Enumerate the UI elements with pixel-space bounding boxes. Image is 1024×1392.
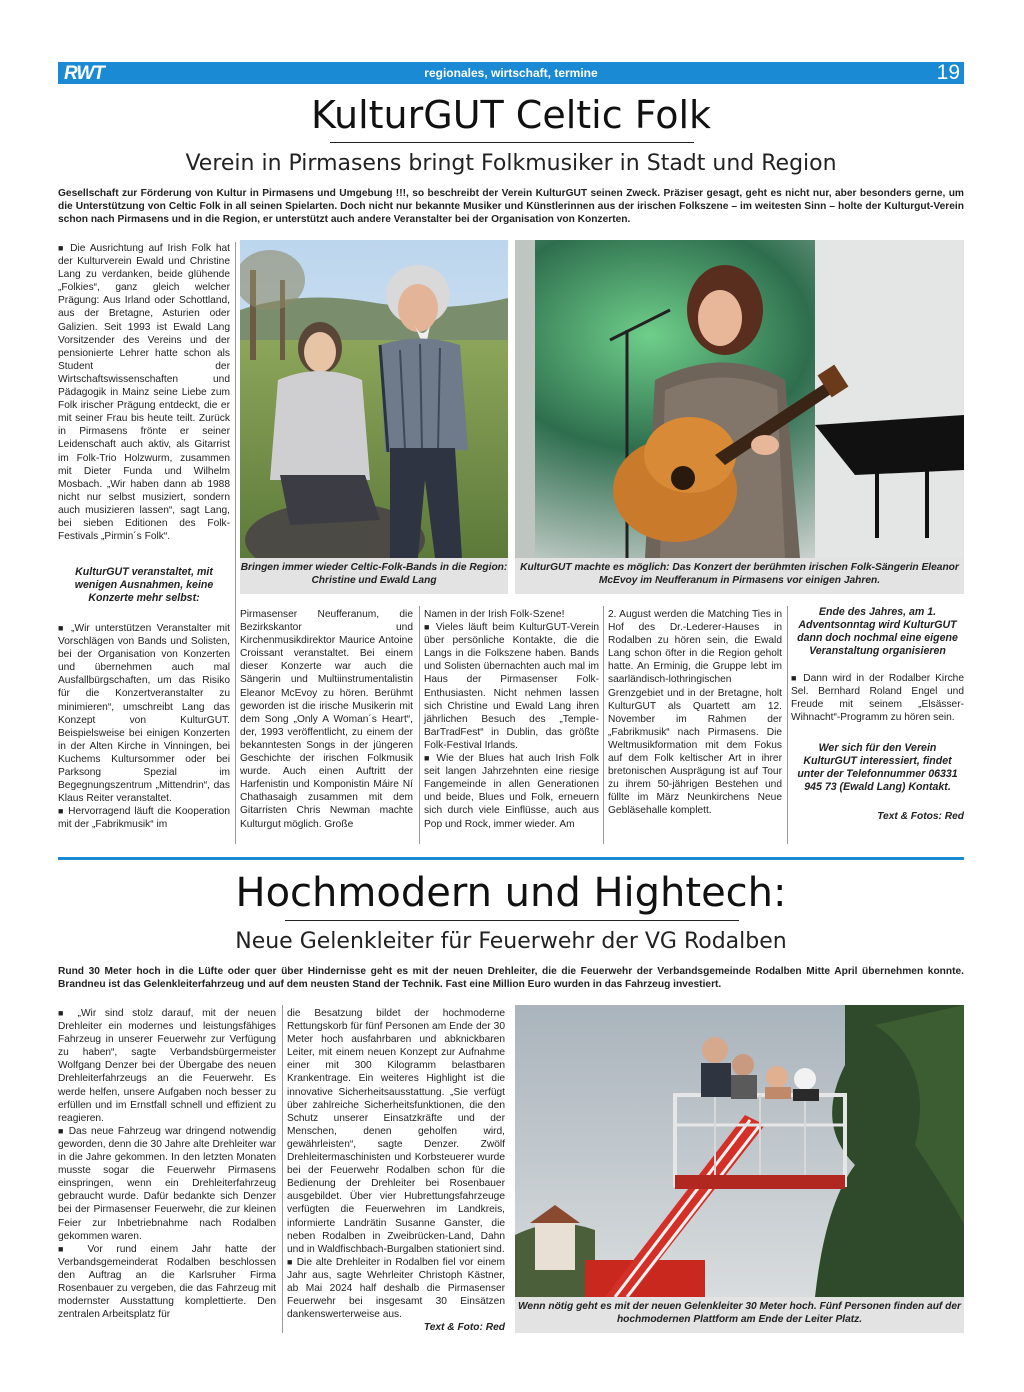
section-title: regionales, wirtschaft, termine bbox=[424, 66, 598, 80]
article2-paragraph: ■ Vor rund einem Jahr hatte der Verbandsgemeinderat Rodalben beschlossen den Auftrag an die Karlsruher Firma Rosenbauer zu vergeben, die das Fahrzeug mit modernster Ausstattung komplettierte. Den zentralen Arbeitsplatz für bbox=[58, 1243, 276, 1322]
photo-couple-illustration bbox=[240, 240, 508, 558]
article1-paragraph: 2. August werden die Matching Ties in Hof des Dr.-Lederer-Hauses in Rodalben zu hören sein, die Ewald Lang schon öfter in die Region geholt hatte. An Erminig, die Gruppe lebt im saarländisch-lothringischen Grenzgebiet und in der Bretagne, holt KulturGUT als Quartett am 12. November im Rahmen der „Fabrikmusik“ nach Pirmasens. Die Weltmusikformation mit dem Fokus auf dem Folk keltischer Art in ihrer bretonischen Ausprägung ist auf Tour zu ihrem 50-jährigen Bestehen und füllte im März Neunkirchens Neue Gebläsehalle komplett. bbox=[608, 609, 782, 817]
caption-photo-1: Bringen immer wieder Celtic-Folk-Bands in die Region: Christine und Ewald Lang bbox=[240, 558, 508, 594]
article1-paragraph: ■ Wie der Blues hat auch Irish Folk seit langen Jahrzehnten eine riesige Fangemeinde in allen Generationen und beide, Blues und Folk, erneuern sich durch viele Einflüsse, auch aus Pop und Rock, immer wieder. Am bbox=[424, 752, 599, 831]
article1-credit: Text & Fotos: Red bbox=[877, 811, 964, 823]
article1-paragraph: ■ Hervorragend läuft die Kooperation mit der „Fabrikmusik“ im bbox=[58, 805, 230, 831]
page-number: 19 bbox=[936, 61, 960, 84]
article1-col1-top bbox=[58, 242, 230, 543]
photo-concert-illustration bbox=[515, 240, 964, 558]
article1-col3 bbox=[424, 608, 599, 831]
photo-ladder-platform bbox=[515, 1005, 964, 1297]
column-divider bbox=[235, 242, 236, 844]
article2-paragraph: ■ „Wir sind stolz darauf, mit der neuen Drehleiter ein modernes und leistungsfähiges Fahrzeug in unserer Feuerwehr zur Verfügung zu haben“, sagte Verbandsbürgermeister Wolfgang Denzer bei der Übergabe des neuen Drehleiterfahrzeugs an die Feuerwehr. Es werde helfen, unsere Aufgaben noch besser zu erfüllen und im Ernstfall schnell und effizient zu reagieren. bbox=[58, 1007, 276, 1125]
article1-col5 bbox=[791, 606, 964, 823]
article2-title-rule bbox=[285, 920, 739, 921]
photo-ladder-illustration bbox=[515, 1005, 964, 1297]
photo-eleanor-mcevoy bbox=[515, 240, 964, 558]
article1-paragraph: Namen in der Irish Folk-Szene! bbox=[424, 609, 565, 620]
article-separator bbox=[58, 857, 964, 860]
header-bar bbox=[58, 62, 964, 84]
article1-lead: Gesellschaft zur Förderung von Kultur in Pirmasens und Umgebung !!!, so beschreibt der Verein KulturGUT seinen Zweck. Präziser gesagt, geht es nicht nur, aber besonders gerne, um die Unterstützung von Celtic Folk in all seinen Spielarten. Doch nicht nur bekannte Musiker und Künstlerinnen aus der irischen Folkszene – im weitesten Sinn – holte der Kulturgut-Verein schon nach Pirmasens und in die Region, er unterstützt auch andere Veranstalter bei der Organisation von Konzerten. bbox=[58, 188, 964, 225]
article2-paragraph: ■ Die alte Drehleiter in Rodalben fiel vor einem Jahr aus, sagte Wehrleiter Christoph Kästner, ab Mai 2024 half deshalb die Pirmasenser Feuerwehr bei insgesamt 30 Einsätzen dankenswerterweise aus. bbox=[287, 1256, 505, 1321]
article2-col1 bbox=[58, 1007, 276, 1321]
caption-photo-2: KulturGUT machte es möglich: Das Konzert der berühmten irischen Folk-Sängerin Eleanor McEvoy im Neufferanum in Pirmasens vor einigen Jahren. bbox=[515, 558, 964, 594]
article1-paragraph: ■ „Wir unterstützen Veranstalter mit Vorschlägen von Bands und Solisten, bei der Organisation von Konzerten und übernehmen auch mal Ausfallbürgschaften, um das Risiko für die Konzertveranstalter zu minimieren“, umschreibt Lang das Konzept von KulturGUT. Beispielsweise bei einigen Konzerten in der Alten Kirche in Vinningen, bei Kuchems Kultursommer oder bei Parksong Spezial im Begegnungszentrum „Mittendrin“, das Klaus Reiter veranstaltet. bbox=[58, 622, 230, 805]
article2-credit: Text & Foto: Red bbox=[423, 1322, 505, 1334]
photo-christine-ewald-lang bbox=[240, 240, 508, 558]
caption-photo-3: Wenn nötig geht es mit der neuen Gelenkleiter 30 Meter hoch. Fünf Personen finden auf der hochmodernen Plattform am Ende der Leiter Platz. bbox=[515, 1297, 964, 1333]
article1-headline: KulturGUT Celtic Folk bbox=[310, 93, 712, 137]
article1-paragraph: ■ Dann wird in der Rodalber Kirche Sel. Bernhard Roland Engel und Freude mit seinem „Elsässer-Wihnacht“-Programm zu hören sein. bbox=[791, 672, 964, 724]
column-divider bbox=[603, 606, 604, 844]
article2-headline: Hochmodern und Hightech: bbox=[235, 870, 787, 916]
article1-pullquote-2: Ende des Jahres, am 1. Adventsonntag wird KulturGUT dann doch nochmal eine eigene Veranstaltung organisieren bbox=[797, 606, 958, 657]
article2-subtitle: Neue Gelenkleiter für Feuerwehr der VG Rodalben bbox=[235, 929, 787, 954]
column-divider bbox=[419, 606, 420, 844]
article1-paragraph: ■ Die Ausrichtung auf Irish Folk hat der Kulturverein Ewald und Christine Lang zu verdanken, beide glühende „Folkies“, ganz gleich welcher Prägung: Aus Irland oder Schottland, aus der Bretagne, Asturien oder Galizien. Seit 1993 ist Ewald Lang Vorsitzender des Vereins und der pensionierte Lehrer hatte schon als Student der Wirtschaftswissenschaften und Pädagogik in Mainz seine Liebe zum Folk irischer Prägung entdeckt, die er mit seiner Frau bis heute teilt. Zurück in Pirmasens frönte er seiner Leidenschaft auch aktiv, als Gitarrist im Folk-Trio Holzwurm, zusammen mit Dieter Funda und Wilhelm Mosbach. „Wir haben dann ab 1988 nicht nur selbst musiziert, sondern auch musizieren lassen“, sagt Lang, bei sieben Editionen des Folk-Festivals „Pirmin´s Folk“. bbox=[58, 242, 230, 543]
article1-paragraph: Pirmasenser Neufferanum, die Bezirkskantor und Kirchenmusikdirektor Maurice Antoine Croissant veranstaltet. Bei einem dieser Konzerte war auch die Sängerin und Multiinstrumentalistin Eleanor McEvoy zu hören. Berühmt geworden ist die irische Musikerin mit dem Song „Only A Woman´s Heart“, der, 1993 veröffentlicht, zu einem der bekanntesten Songs in der jüngeren Geschichte der irischen Folkmusik wurde. Auch einen Auftritt der Harfenistin und Komponistin Máire Ní Chathasaigh zusammen mit dem Gitarristen Chris Newman machte Kulturgut möglich. Große bbox=[240, 609, 413, 830]
article1-pullquote-1: KulturGUT veranstaltet, mit wenigen Ausnahmen, keine Konzerte mehr selbst: bbox=[74, 566, 214, 604]
article2-col2 bbox=[287, 1007, 505, 1334]
article1-pullquote-3: Wer sich für den Verein KulturGUT interessiert, findet unter der Telefonnummer 06331 945 73 (Ewald Lang) Kontakt. bbox=[797, 742, 958, 794]
column-divider bbox=[282, 1005, 283, 1333]
article2-paragraph: die Besatzung bildet der hochmoderne Rettungskorb für fünf Personen am Ende der 30 Meter hoch ausfahrbaren und abknickbaren Leiter, mit einem neuen Konzept zur Aufnahme einer mit 300 Kilogramm belastbaren Krankentrage. Ein weiteres Highlight ist die innovative Sicherheitsausstattung. „Sie verfügt über zahlreiche Sicherheitsfunktionen, die den Schutz unserer Einsatzkräfte und der Menschen, denen geholfen wird, gewährleisten“, sagte Denzer. Zwölf Drehleitermaschinisten und Korbsteuerer wurde bei der Feuerwehr Rodalben schon für die Bedienung der Drehleiter bei Rosenbauer ausgebildet. Über vier Hubrettungsfahrzeuge verfügten die Feuerwehren im Landkreis, informierte Landrätin Susanne Ganster, die neben Rodalben in Zweibrücken-Land, Dahn und in Waldfischbach-Burgalben stationiert sind. bbox=[287, 1008, 505, 1255]
article1-col1-bottom bbox=[58, 622, 230, 832]
rwt-logo: RWT bbox=[64, 63, 104, 84]
article2-paragraph: ■ Das neue Fahrzeug war dringend notwendig geworden, denn die 30 Jahre alte Drehleiter war in die Jahre gekommen. In den letzten Monaten musste sogar die Feuerwehr Pirmasens einspringen, wenn ein Drehleiterfahrzeug gebraucht wurde. Dafür bedankte sich Denzer bei der Pirmasenser Feuerwehr, die zur kleinen Feier zur Inbetriebnahme nach Rodalben gekommen waren. bbox=[58, 1125, 276, 1243]
article1-col4 bbox=[608, 608, 782, 818]
article1-subtitle: Verein in Pirmasens bringt Folkmusiker in Stadt und Region bbox=[185, 151, 837, 176]
column-divider bbox=[787, 606, 788, 844]
article2-lead: Rund 30 Meter hoch in die Lüfte oder quer über Hindernisse geht es mit der neuen Drehleiter, die die Feuerwehr der Verbandsgemeinde Rodalben Mitte April übernehmen konnte. Brandneu ist das Gelenkleiterfahrzeug und auf dem neusten Stand der Technik. Fast eine Million Euro wurden in das Fahrzeug investiert. bbox=[58, 966, 964, 990]
article1-col2 bbox=[240, 608, 413, 831]
article1-title-rule bbox=[330, 142, 694, 143]
article1-paragraph: ■ Vieles läuft beim KulturGUT-Verein über persönliche Kontakte, die die Langs in die Folkszene haben. Bands und Solisten übernachten auch mal im Haus der Pirmasenser Folk-Enthusiasten. Nicht nehmen lassen sich Christine und Ewald Lang ihren jährlichen Besuch des „Temple-BarTradFest“ in Dublin, das größte Folk-Festival Irlands. bbox=[424, 621, 599, 752]
